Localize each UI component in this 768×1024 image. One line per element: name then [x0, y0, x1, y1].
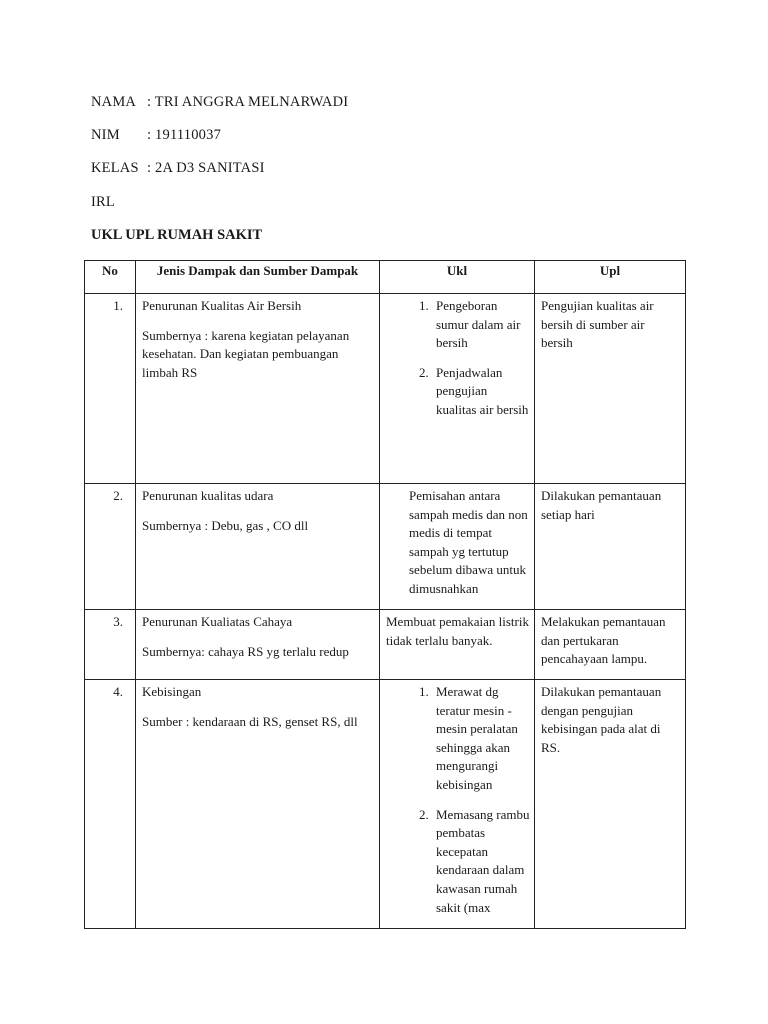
table-row — [85, 484, 686, 610]
sumber-text: Sumbernya : Debu, gas , CO dll — [142, 517, 309, 533]
dampak-cell — [136, 484, 380, 610]
ukl-list-item: 1. Merawat dg teratur mesin - mesin peralatan sehingga akan mengurangi kebisingan — [432, 683, 530, 795]
upl-cell: Pengujian kualitas air bersih di sumber air bersih — [535, 294, 686, 484]
dampak-cell — [136, 294, 380, 484]
kelas-label: KELAS — [91, 160, 139, 176]
dampak-text: Kebisingan — [142, 684, 202, 699]
nim-line — [91, 127, 221, 144]
ukl-list-item: 2. Memasang rambu pembatas kecepatan kendaraan dalam kawasan rumah sakit (max — [432, 806, 530, 918]
dampak-text: Penurunan kualitas udara — [142, 488, 274, 503]
row-number: 3. — [85, 610, 136, 680]
header-dampak: Jenis Dampak dan Sumber Dampak — [136, 261, 380, 294]
ukl-list — [384, 683, 530, 917]
dampak-cell — [136, 610, 380, 680]
ukl-cell — [380, 610, 535, 680]
name-value: : TRI ANGGRA MELNARWADI — [147, 94, 349, 110]
kelas-value: : 2A D3 SANITASI — [147, 160, 265, 176]
sumber-text: Sumbernya: cahaya RS yg terlalu redup — [142, 643, 349, 659]
nim-label: NIM — [91, 127, 120, 143]
row-number: 2. — [85, 484, 136, 610]
ukl-cell — [380, 294, 535, 484]
row-number: 4. — [85, 680, 136, 929]
name-label: NAMA — [91, 94, 137, 110]
ukl-list-item: 1. Pengeboran sumur dalam air bersih — [432, 297, 530, 353]
ukl-list-item: 2. Penjadwalan pengujian kualitas air bersih — [432, 364, 530, 420]
ukl-text: Pemisahan antara sampah medis dan non medis di tempat sampah yg tertutup sebelum dibawa untuk dimusnahkan — [409, 488, 528, 596]
ukl-cell — [380, 484, 535, 610]
header-no: No — [85, 261, 136, 294]
dampak-text: Penurunan Kualiatas Cahaya — [142, 614, 293, 629]
name-line — [91, 94, 348, 111]
ukl-text: Membuat pemakaian listrik tidak terlalu banyak. — [386, 614, 529, 648]
sumber-text: Sumber : kendaraan di RS, genset RS, dll — [142, 713, 358, 729]
table-row — [85, 294, 686, 484]
dampak-text: Penurunan Kualitas Air Bersih — [142, 298, 302, 313]
upl-cell: Dilakukan pemantauan dengan pengujian kebisingan pada alat di RS. — [535, 680, 686, 929]
irl-line: IRL — [91, 194, 115, 210]
document-title: UKL UPL RUMAH SAKIT — [91, 227, 263, 243]
ukl-upl-table — [84, 260, 686, 929]
dampak-cell — [136, 680, 380, 929]
row-number: 1. — [85, 294, 136, 484]
upl-cell: Melakukan pemantauan dan pertukaran pencahayaan lampu. — [535, 610, 686, 680]
header-upl: Upl — [535, 261, 686, 294]
header-ukl: Ukl — [380, 261, 535, 294]
ukl-cell — [380, 680, 535, 929]
ukl-list — [384, 297, 530, 420]
kelas-line — [91, 160, 265, 177]
table-header-row — [85, 261, 686, 294]
nim-value: : 191110037 — [147, 127, 222, 143]
table-row — [85, 610, 686, 680]
sumber-text: Sumbernya : karena kegiatan pelayanan kesehatan. Dan kegiatan pembuangan limbah RS — [142, 327, 350, 380]
table-row — [85, 680, 686, 929]
upl-cell: Dilakukan pemantauan setiap hari — [535, 484, 686, 610]
